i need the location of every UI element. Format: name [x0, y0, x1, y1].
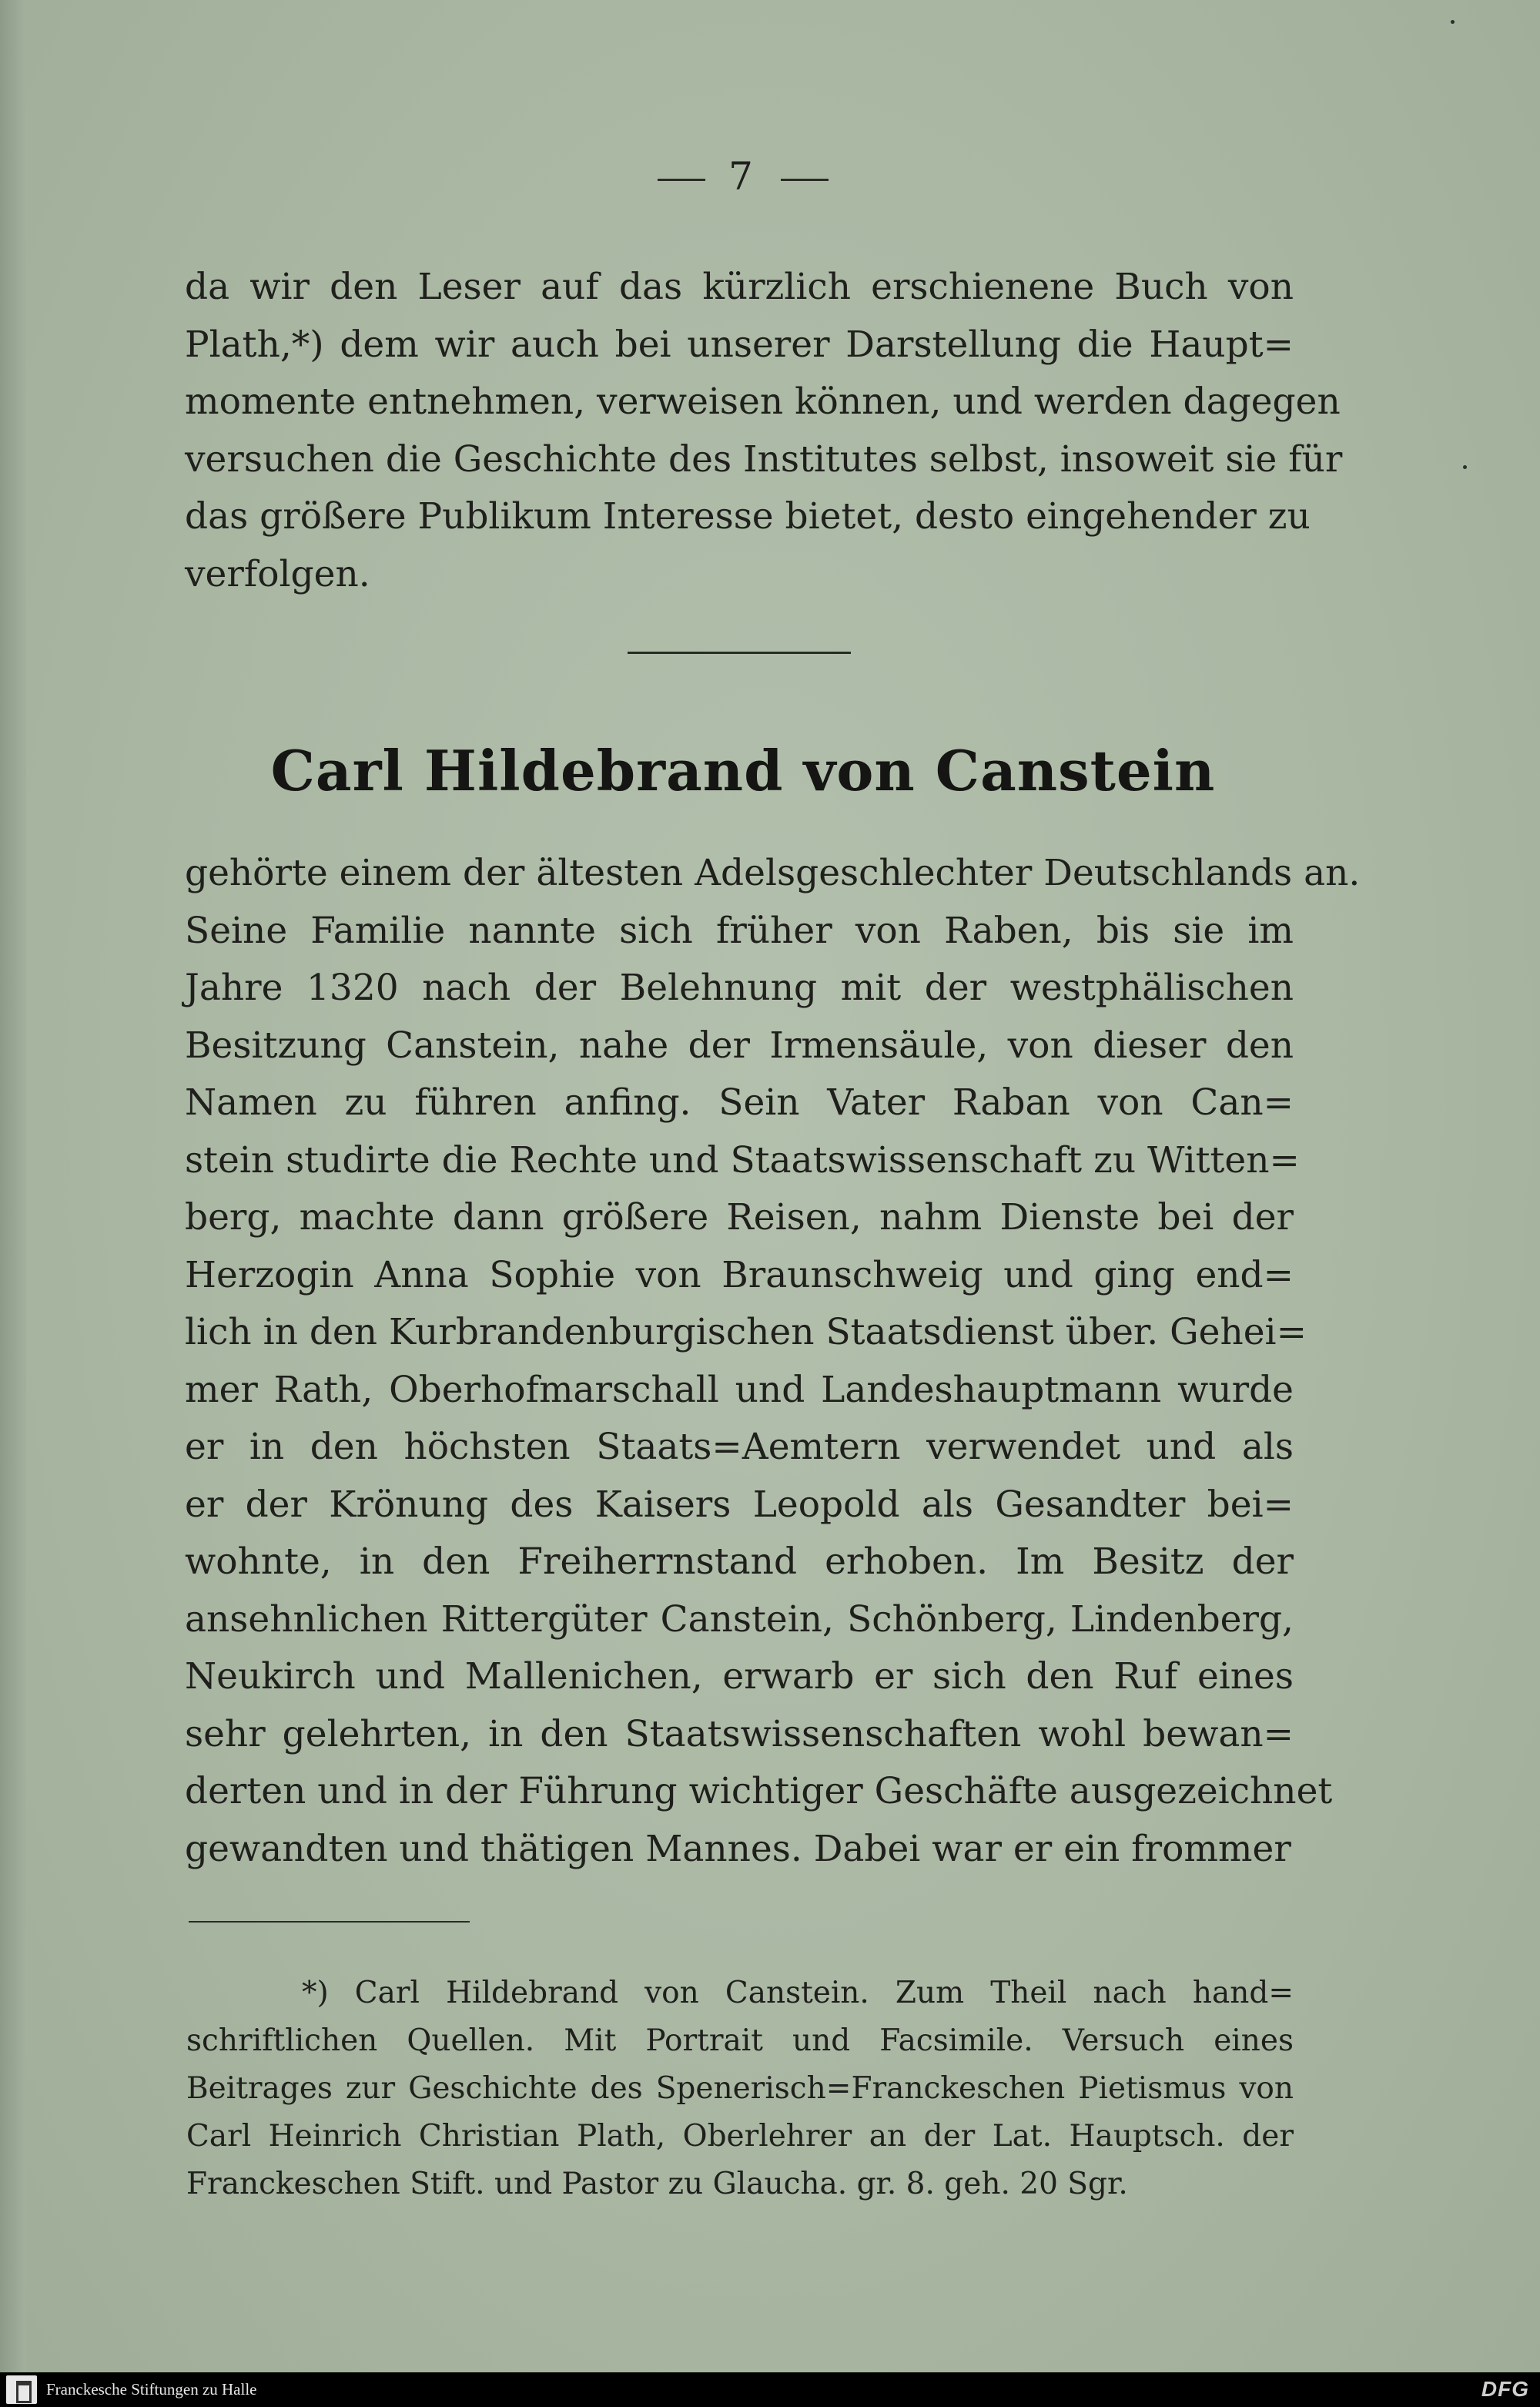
footnote-line: Beitrages zur Geschichte des Spenerisch=Franckeschen Pietismus von: [186, 2071, 1294, 2106]
intro-paragraph: [185, 259, 1343, 603]
page-number-dash-left: [658, 179, 705, 181]
text-line: momente entnehmen, verweisen können, und werden dagegen: [185, 380, 1341, 423]
text-line: wohnte, in den Freiherrnstand erhoben. Im Besitz der: [185, 1540, 1294, 1583]
text-line: er der Krönung des Kaisers Leopold als Gesandter bei=: [185, 1483, 1294, 1526]
text-line: das größere Publikum Interesse bietet, desto eingehender zu: [185, 495, 1311, 538]
footnote-divider: [189, 1921, 470, 1923]
footnote-line: *) Carl Hildebrand von Canstein. Zum Theil nach hand=: [302, 1976, 1294, 2010]
text-line: versuchen die Geschichte des Institutes selbst, insoweit sie für: [185, 437, 1343, 481]
page-number-dash-right: [781, 179, 829, 181]
institution-logo-icon: [6, 2375, 37, 2404]
page-number: [0, 154, 1486, 199]
text-line: gewandten und thätigen Mannes. Dabei war er ein frommer: [185, 1827, 1291, 1870]
text-line: er in den höchsten Staats=Aemtern verwendet und als: [185, 1426, 1294, 1468]
text-line: Neukirch und Mallenichen, erwarb er sich den Ruf eines: [185, 1655, 1294, 1698]
page-number-value: 7: [728, 154, 758, 199]
funder-logo: DFG: [1481, 2377, 1529, 2401]
text-line: da wir den Leser auf das kürzlich erschienene Buch von: [185, 266, 1294, 308]
text-line: Herzogin Anna Sophie von Braunschweig und ging end=: [185, 1253, 1294, 1296]
section-heading: Carl Hildebrand von Canstein: [270, 738, 1216, 803]
section-divider: [628, 652, 851, 654]
text-line: Seine Familie nannte sich früher von Raben, bis sie im: [185, 909, 1294, 952]
main-paragraph: [185, 845, 1361, 1878]
text-line: ansehnlichen Rittergüter Canstein, Schönberg, Lindenberg,: [185, 1597, 1294, 1641]
paper-speck: [1463, 465, 1467, 469]
page-binding-edge: [0, 0, 26, 2372]
text-line: Namen zu führen anfing. Sein Vater Raban von Can=: [185, 1081, 1294, 1124]
paper-speck: [1451, 20, 1455, 24]
text-line: sehr gelehrten, in den Staatswissenschaften wohl bewan=: [185, 1712, 1294, 1755]
text-line: derten und in der Führung wichtiger Geschäfte ausgezeichnet: [185, 1770, 1333, 1812]
viewer-footer-bar: [0, 2372, 1540, 2407]
text-line: Jahre 1320 nach der Belehnung mit der westphälischen: [185, 967, 1294, 1009]
text-line: Plath,*) dem wir auch bei unserer Darstellung die Haupt=: [185, 323, 1294, 366]
text-line: mer Rath, Oberhofmarschall und Landeshauptmann wurde: [185, 1368, 1294, 1411]
institution-name: Franckesche Stiftungen zu Halle: [46, 2380, 257, 2399]
footnote-line: Carl Heinrich Christian Plath, Oberlehrer an der Lat. Hauptsch. der: [186, 2119, 1294, 2154]
footnote: [186, 1970, 1294, 2208]
footnote-line: Franckeschen Stift. und Pastor zu Glaucha. gr. 8. geh. 20 Sgr.: [186, 2167, 1128, 2201]
text-line: verfolgen.: [185, 552, 370, 595]
text-line: berg, machte dann größere Reisen, nahm Dienste bei der: [185, 1196, 1294, 1239]
text-line: lich in den Kurbrandenburgischen Staatsdienst über. Gehei=: [185, 1311, 1307, 1353]
footnote-line: schriftlichen Quellen. Mit Portrait und Facsimile. Versuch eines: [186, 2023, 1294, 2058]
text-line: stein studirte die Rechte und Staatswissenschaft zu Witten=: [185, 1138, 1300, 1182]
text-line: gehörte einem der ältesten Adelsgeschlechter Deutschlands an.: [185, 852, 1361, 894]
text-line: Besitzung Canstein, nahe der Irmensäule, von dieser den: [185, 1024, 1294, 1067]
